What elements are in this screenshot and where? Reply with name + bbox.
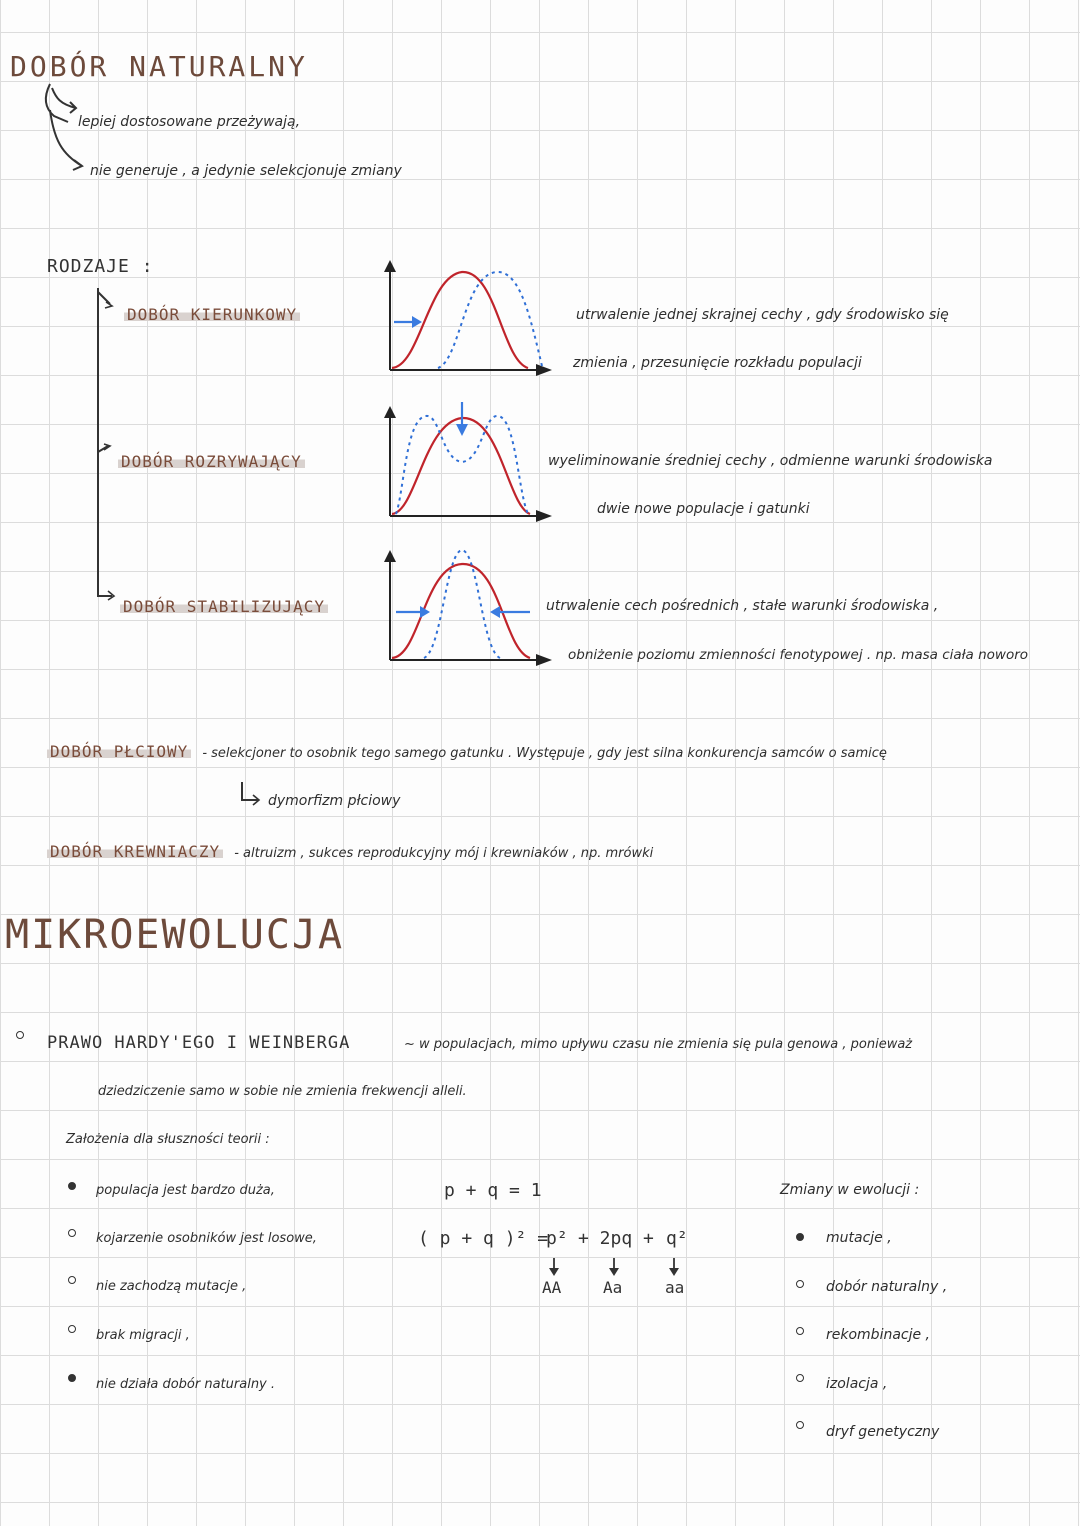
change-bullet bbox=[796, 1280, 804, 1288]
genotype-Aa: Aa bbox=[603, 1278, 623, 1297]
assumption-item: nie zachodzą mutacje , bbox=[96, 1279, 247, 1294]
hardy-weinberg-text-2: dziedziczenie samo w sobie nie zmienia frekwencji alleli. bbox=[98, 1084, 467, 1099]
formula-2-term-2pq: + 2pq + bbox=[578, 1228, 654, 1249]
types-heading: RODZAJE : bbox=[47, 256, 154, 277]
formula-2-term-p2: p² bbox=[546, 1228, 568, 1249]
law-bullet bbox=[16, 1031, 24, 1039]
assumption-bullet bbox=[68, 1182, 76, 1190]
directional-desc-1: utrwalenie jednej skrajnej cechy , gdy środowisko się bbox=[576, 307, 949, 323]
type-stabilizing-label: DOBÓR STABILIZUJĄCY bbox=[120, 597, 328, 616]
assumption-bullet bbox=[68, 1374, 76, 1382]
genotype-AA: AA bbox=[542, 1278, 562, 1297]
sexual-selection-label: DOBÓR PŁCIOWY bbox=[47, 742, 191, 761]
change-bullet bbox=[796, 1327, 804, 1335]
assumption-item: kojarzenie osobników jest losowe, bbox=[96, 1231, 317, 1246]
assumption-item: nie działa dobór naturalny . bbox=[96, 1377, 276, 1392]
assumption-item: brak migracji , bbox=[96, 1328, 190, 1343]
intro-line-2: nie generuje , a jedynie selekcjonuje zmiany bbox=[90, 163, 402, 179]
disruptive-selection-diagram bbox=[380, 402, 560, 522]
change-item: rekombinacje , bbox=[826, 1327, 931, 1343]
kin-selection-label: DOBÓR KREWNIACZY bbox=[47, 842, 223, 861]
type-directional-label: DOBÓR KIERUNKOWY bbox=[124, 305, 300, 324]
formula-1: p + q = 1 bbox=[444, 1180, 542, 1201]
type-disruptive-label: DOBÓR ROZRYWAJĄCY bbox=[118, 452, 305, 471]
change-bullet bbox=[796, 1374, 804, 1382]
genotype-arrows bbox=[540, 1256, 700, 1280]
change-item: mutacje , bbox=[826, 1230, 892, 1246]
assumption-bullet bbox=[68, 1276, 76, 1284]
stabilizing-desc-1: utrwalenie cech pośrednich , stałe warunki środowiska , bbox=[546, 598, 939, 614]
disruptive-desc-1: wyeliminowanie średniej cechy , odmienne warunki środowiska bbox=[548, 453, 993, 469]
formula-2-term-q2: q² bbox=[666, 1228, 688, 1249]
assumption-item: populacja jest bardzo duża, bbox=[96, 1183, 275, 1198]
disruptive-desc-2: dwie nowe populacje i gatunki bbox=[597, 501, 810, 517]
genotype-aa: aa bbox=[665, 1278, 685, 1297]
kin-selection-row bbox=[47, 842, 653, 861]
change-bullet bbox=[796, 1421, 804, 1429]
directional-desc-2: zmienia , przesunięcie rozkładu populacji bbox=[573, 355, 862, 371]
microevolution-title: MIKROEWOLUCJA bbox=[5, 912, 345, 958]
sexual-selection-row bbox=[47, 742, 887, 761]
sexual-dimorphism-text: dymorfizm płciowy bbox=[268, 793, 401, 809]
intro-line-1: lepiej dostosowane przeżywają, bbox=[78, 114, 301, 130]
sexual-sub-arrow bbox=[238, 780, 268, 810]
hardy-weinberg-label: PRAWO HARDY'EGO I WEINBERGA bbox=[47, 1033, 351, 1053]
change-item: dryf genetyczny bbox=[826, 1424, 940, 1440]
types-bracket bbox=[92, 282, 132, 612]
sexual-selection-text: - selekcjoner to osobnik tego samego gatunku . Występuje , gdy jest silna konkurencja samców o samicę bbox=[202, 746, 887, 761]
formula-2-lhs: ( p + q )² = bbox=[418, 1228, 549, 1249]
changes-heading: Zmiany w ewolucji : bbox=[780, 1182, 920, 1198]
change-item: dobór naturalny , bbox=[826, 1279, 948, 1295]
stabilizing-desc-2: obniżenie poziomu zmienności fenotypowej . np. masa ciała noworo bbox=[568, 647, 1029, 663]
hardy-weinberg-text-1: ~ w populacjach, mimo upływu czasu nie zmienia się pula genowa , ponieważ bbox=[404, 1037, 913, 1052]
directional-selection-diagram bbox=[380, 256, 560, 376]
page-title: DOBÓR NATURALNY bbox=[10, 50, 308, 83]
kin-selection-text: - altruizm , sukces reprodukcyjny mój i krewniaków , np. mrówki bbox=[234, 846, 654, 861]
change-item: izolacja , bbox=[826, 1376, 888, 1392]
change-bullet bbox=[796, 1233, 804, 1241]
assumption-bullet bbox=[68, 1325, 76, 1333]
assumptions-heading: Założenia dla słuszności teorii : bbox=[66, 1132, 270, 1147]
assumption-bullet bbox=[68, 1229, 76, 1237]
